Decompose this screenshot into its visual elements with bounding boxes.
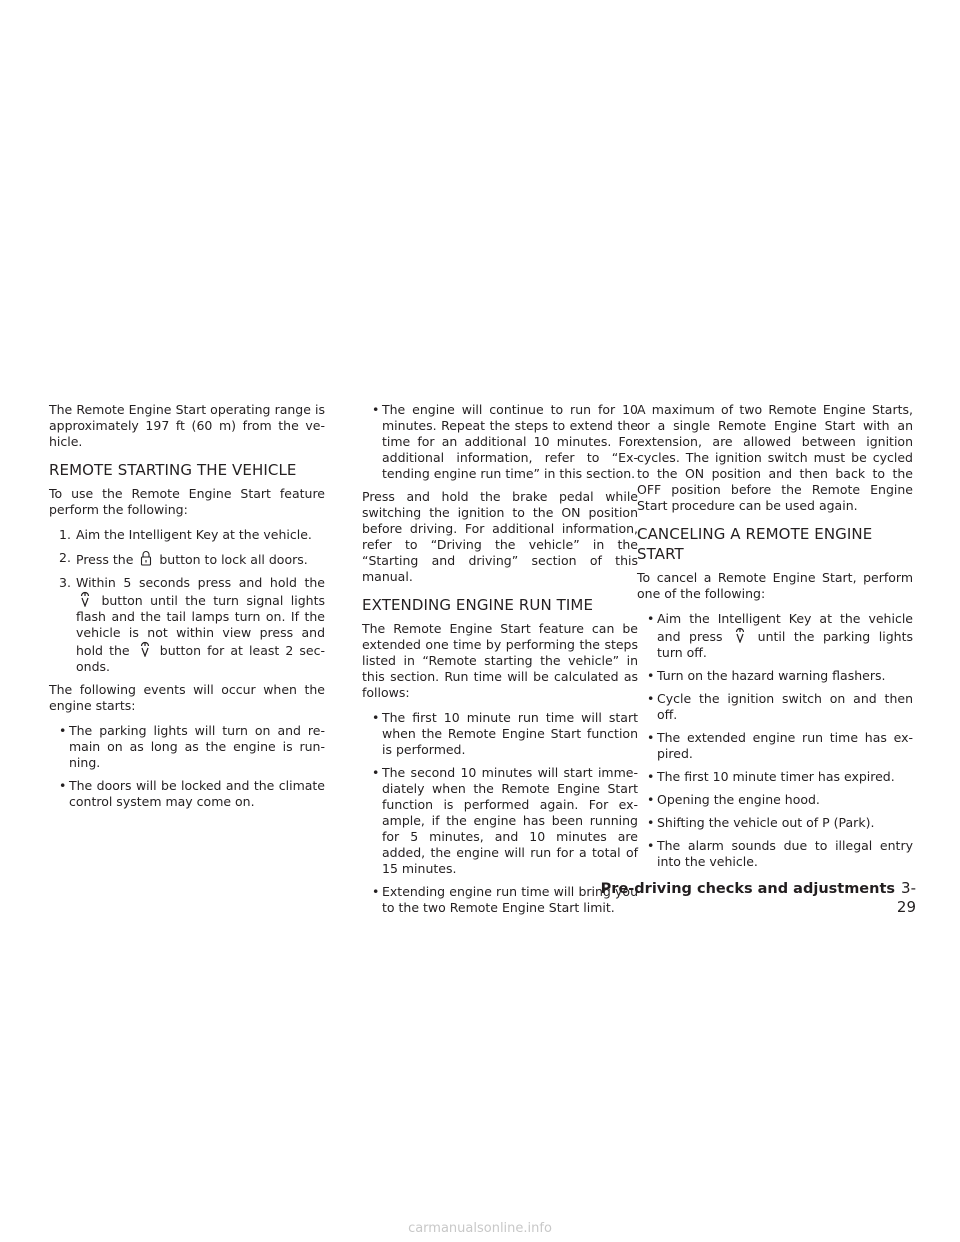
list-item: • Cycle the ignition switch on and then off.: [637, 691, 913, 723]
step-1: [49, 527, 325, 543]
list-item: • The engine will continue to run for 10 minutes. Repeat the steps to extend the time for an additional 10 minutes. For additional information, refer to “Ex- tending engine run time” in this section.: [362, 402, 638, 482]
list-item: [637, 611, 913, 661]
list-item: • Turn on the hazard warning flashers.: [637, 668, 913, 684]
step-text-mid: button until the turn signal lights flash and the tail lamps turn on. If the vehicle is not within view press and hold the: [76, 593, 325, 658]
step-text-pre: Press the: [76, 552, 134, 567]
step-text-post: button for at least 2 sec- onds.: [76, 643, 325, 674]
cancel-intro-paragraph: To cancel a Remote Engine Start, perform one of the following:: [637, 570, 913, 601]
cancel-conditions-list: [637, 611, 913, 870]
step-text: Aim the Intelligent Key at the vehicle.: [76, 527, 312, 542]
brake-paragraph: Press and hold the brake pedal while switching the ignition to the ON position before driving. For additional information, refer to “Driving the vehicle” in the “Starting and driving” section of this manual.: [362, 489, 638, 584]
range-paragraph: The Remote Engine Start operating range is approximately 197 ft (60 m) from the ve- hicle.: [49, 402, 325, 449]
step-number: 3.: [59, 575, 71, 590]
list-item: • Opening the engine hood.: [637, 792, 913, 808]
remote-intro-paragraph: To use the Remote Engine Start feature perform the following:: [49, 486, 325, 517]
step-text-pre: Within 5 seconds press and hold the: [76, 575, 325, 590]
page-footer: [592, 878, 916, 916]
maximum-starts-paragraph: A maximum of two Remote Engine Starts, or a single Remote Engine Start with an extension, are allowed between ignition cycles. The ignition switch must be cycled to the ON position and then back to the OFF position before the Remote Engine Start procedure can be used again.: [637, 402, 913, 513]
lock-icon: [137, 550, 155, 566]
watermark: carmanualsonline.info: [408, 1221, 552, 1236]
remote-start-icon: [76, 591, 94, 607]
heading-extending-run-time: EXTENDING ENGINE RUN TIME: [362, 596, 594, 614]
step-number: 1.: [59, 527, 71, 542]
cancel-text-post: until the parking lights turn off.: [657, 629, 913, 660]
list-item: • The first 10 minute timer has expired.: [637, 769, 913, 785]
list-item: • The first 10 minute run time will start when the Remote Engine Start function is performed.: [362, 710, 638, 758]
column-1: [49, 402, 325, 817]
heading-canceling-remote-start: CANCELING A REMOTE ENGINE START: [637, 525, 873, 563]
list-item: • Extending engine run time will bring you to the two Remote Engine Start limit.: [362, 884, 638, 916]
list-item: • The parking lights will turn on and re- main on as long as the engine is run- ning.: [49, 723, 325, 771]
column-2: [362, 402, 638, 923]
list-item: • Shifting the vehicle out of P (Park).: [637, 815, 913, 831]
remote-start-steps: [49, 527, 325, 675]
heading-remote-starting: REMOTE STARTING THE VEHICLE: [49, 461, 297, 479]
step-text-post: button to lock all doors.: [159, 552, 308, 567]
step-number: 2.: [59, 550, 71, 565]
remote-start-icon: [731, 627, 749, 643]
cancel-text-pre: Aim the Intelligent Key at the vehicle and press: [657, 611, 913, 644]
list-item: • The doors will be locked and the climate control system may come on.: [49, 778, 325, 810]
list-item: • The second 10 minutes will start imme- diately when the Remote Engine Start function is performed again. For ex- ample, if the engine has been running for 5 minutes, and 10 minutes are added, the engine will run for a total of 15 minutes.: [362, 765, 638, 877]
list-item: • The alarm sounds due to illegal entry into the vehicle.: [637, 838, 913, 870]
step-2: [49, 550, 325, 568]
extend-intro-paragraph: The Remote Engine Start feature can be extended one time by performing the steps listed in “Remote starting the vehicle” in this section. Run time will be calculated as follows:: [362, 621, 638, 700]
engine-continue-list: [362, 402, 638, 482]
events-intro-paragraph: The following events will occur when the engine starts:: [49, 682, 325, 713]
section-title: Pre-driving checks and adjustments: [600, 881, 896, 897]
column-3: [637, 402, 913, 877]
list-item: • The extended engine run time has ex- pired.: [637, 730, 913, 762]
page-number: 3-29: [896, 879, 916, 916]
step-3: [49, 575, 325, 675]
remote-start-icon: [136, 641, 154, 657]
engine-start-events: [49, 723, 325, 810]
